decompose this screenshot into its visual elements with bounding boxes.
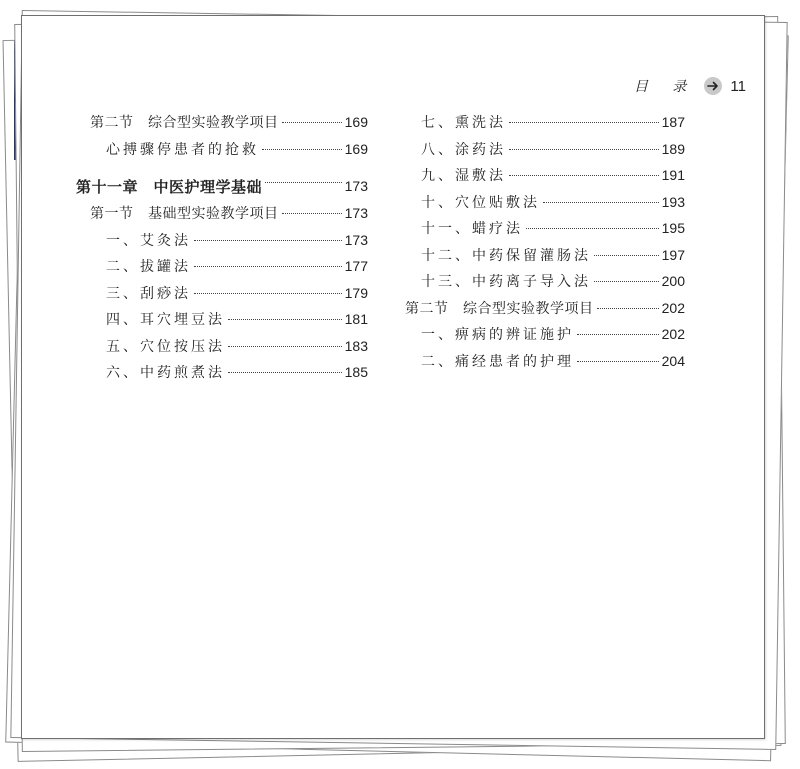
toc-entry-label: 第二节 综合型实验教学项目 xyxy=(90,115,279,131)
dot-leader xyxy=(228,319,342,320)
toc-item-entry[interactable] xyxy=(405,324,685,351)
toc-entry-page: 169 xyxy=(344,114,368,130)
toc-entry-page: 202 xyxy=(661,299,685,316)
toc-left-column xyxy=(76,112,368,389)
toc-item-entry[interactable] xyxy=(76,309,368,336)
toc-entry-page: 200 xyxy=(661,273,685,289)
dot-leader xyxy=(577,334,659,335)
toc-entry-label: 二、痛经患者的护理 xyxy=(421,353,574,370)
toc-section-entry[interactable] xyxy=(405,298,685,325)
dot-leader xyxy=(597,308,659,309)
toc-entry-page: 191 xyxy=(661,167,685,183)
toc-item-entry[interactable] xyxy=(76,283,368,310)
toc-item-entry[interactable] xyxy=(76,256,368,283)
dot-leader xyxy=(509,122,659,123)
toc-entry-label: 十、穴位贴敷法 xyxy=(421,194,540,211)
toc-entry-page: 177 xyxy=(344,258,368,274)
toc-entry-label: 心搏骤停患者的抢救 xyxy=(106,141,259,158)
dot-leader xyxy=(228,372,342,373)
dot-leader xyxy=(194,293,342,294)
toc-item-entry[interactable] xyxy=(405,218,685,245)
toc-entry-page: 189 xyxy=(661,140,685,157)
dot-leader xyxy=(526,228,659,229)
dot-leader xyxy=(577,361,659,362)
toc-item-entry[interactable] xyxy=(76,230,368,257)
toc-chapter-entry[interactable] xyxy=(76,169,368,203)
toc-right-column xyxy=(405,112,685,377)
toc-entry-label: 八、涂药法 xyxy=(421,141,506,158)
toc-entry-page: 169 xyxy=(344,140,368,157)
dot-leader xyxy=(594,255,659,256)
toc-entry-page: 187 xyxy=(661,114,685,130)
toc-entry-label: 第二节 综合型实验教学项目 xyxy=(405,300,594,317)
toc-entry-label: 第一节 基础型实验教学项目 xyxy=(90,206,279,222)
dot-leader xyxy=(543,202,659,203)
toc-entry-page: 204 xyxy=(661,352,685,369)
toc-entry-page: 179 xyxy=(344,284,368,301)
toc-entry-page: 197 xyxy=(661,246,685,263)
page-header xyxy=(634,76,746,96)
toc-entry-label: 九、湿敷法 xyxy=(421,168,506,184)
toc-item-entry[interactable] xyxy=(405,165,685,192)
toc-item-entry[interactable] xyxy=(405,139,685,166)
dot-leader xyxy=(228,346,342,347)
toc-entry-page: 173 xyxy=(344,178,368,194)
toc-entry-page: 195 xyxy=(661,220,685,236)
toc-item-entry[interactable] xyxy=(76,336,368,363)
dot-leader xyxy=(282,213,342,214)
toc-item-entry[interactable] xyxy=(405,245,685,272)
dot-leader xyxy=(509,149,659,150)
toc-entry-page: 183 xyxy=(344,337,368,354)
toc-entry-label: 四、耳穴埋豆法 xyxy=(106,312,225,328)
dot-leader xyxy=(265,182,342,183)
toc-item-entry[interactable] xyxy=(76,362,368,389)
toc-entry-page: 181 xyxy=(344,311,368,327)
page-number: 11 xyxy=(730,77,746,95)
dot-leader xyxy=(262,149,342,150)
dot-leader xyxy=(282,122,342,123)
toc-item-entry[interactable] xyxy=(405,192,685,219)
toc-entry-label: 十三、中药离子导入法 xyxy=(421,274,591,290)
toc-section-entry[interactable] xyxy=(76,112,368,139)
toc-item-entry[interactable] xyxy=(405,271,685,298)
toc-entry-page: 185 xyxy=(344,364,368,380)
toc-entry-page: 173 xyxy=(344,231,368,248)
toc-entry-label: 五、穴位按压法 xyxy=(106,338,225,355)
dot-leader xyxy=(594,281,659,282)
toc-entry-label: 十一、蜡疗法 xyxy=(421,221,523,237)
dot-leader xyxy=(509,175,659,176)
toc-entry-label: 六、中药煎煮法 xyxy=(106,365,225,381)
toc-item-entry[interactable] xyxy=(76,139,368,166)
toc-entry-page: 173 xyxy=(344,205,368,221)
toc-entry-label: 十二、中药保留灌肠法 xyxy=(421,247,591,264)
toc-entry-label: 第十一章 中医护理学基础 xyxy=(76,177,263,196)
arrow-right-icon xyxy=(704,77,722,95)
page-header-title: 目 录 xyxy=(633,79,697,95)
toc-entry-label: 一、痹病的辨证施护 xyxy=(421,327,574,343)
toc-item-entry[interactable] xyxy=(405,112,685,139)
dot-leader xyxy=(194,240,342,241)
toc-section-entry[interactable] xyxy=(76,203,368,230)
toc-entry-page: 193 xyxy=(661,193,685,210)
toc-item-entry[interactable] xyxy=(405,351,685,378)
toc-entry-label: 七、熏洗法 xyxy=(421,115,506,131)
toc-entry-label: 一、艾灸法 xyxy=(106,232,191,249)
toc-entry-page: 202 xyxy=(661,326,685,342)
toc-entry-label: 三、刮痧法 xyxy=(106,285,191,302)
dot-leader xyxy=(194,266,342,267)
toc-entry-label: 二、拔罐法 xyxy=(106,259,191,275)
